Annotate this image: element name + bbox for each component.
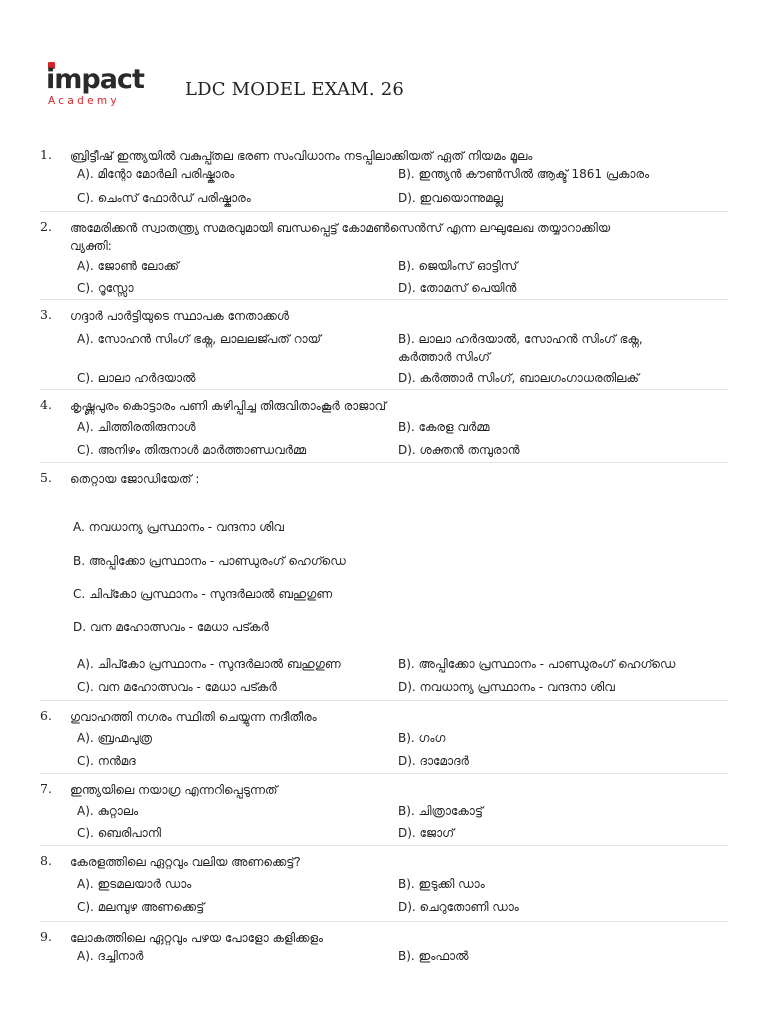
question-text: തെറ്റായ ജോഡിയേത് : xyxy=(70,472,200,486)
option-a[interactable]: A). ജോൺ ലോക്ക് xyxy=(77,259,179,273)
statement-c: C. ചിപ്കോ പ്രസ്ഥാനം - സുന്ദർലാൽ ബഹുഗുണ xyxy=(73,587,333,601)
question-text: ഗുവാഹത്തി നഗരം സ്ഥിതി ചെയ്യുന്ന നദീതീരം xyxy=(70,710,317,724)
option-b[interactable]: B). ലാലാ ഹർദയാൽ, സോഹൻ സിംഗ് ഭക്ന, കർത്താർ സിംഗ് xyxy=(398,332,643,364)
option-d[interactable]: D). കർത്താർ സിംഗ്, ബാലഗംഗാധരതിലക് xyxy=(398,371,639,385)
option-a[interactable]: A). സോഹൻ സിംഗ് ഭക്ന, ലാലലജ്പത് റായ് xyxy=(77,332,321,346)
option-b[interactable]: B). ഇംഫാൽ xyxy=(398,949,469,963)
statement-a: A. നവധാന്യ പ്രസ്ഥാനം - വന്ദനാ ശിവ xyxy=(73,520,284,534)
option-b[interactable]: B). അപ്പിക്കോ പ്രസ്ഥാനം - പാണ്ഡുരംഗ് ഹെഗ്ഡെ xyxy=(398,657,676,671)
option-a[interactable]: A). ചിപ്കോ പ്രസ്ഥാനം - സുന്ദർലാൽ ബഹുഗുണ xyxy=(77,657,341,671)
exam-title: LDC MODEL EXAM. 26 xyxy=(185,79,405,100)
question-6 xyxy=(40,701,728,774)
option-a[interactable]: A). ദച്ചിനാർ xyxy=(77,949,144,963)
question-number: 4. xyxy=(40,397,52,412)
option-c[interactable]: C). ലാലാ ഹർദയാൽ xyxy=(77,371,196,385)
question-number: 5. xyxy=(40,470,52,485)
question-text: ലോകത്തിലെ ഏറ്റവും പഴയ പോളോ കളിക്കളം xyxy=(70,931,324,945)
question-3 xyxy=(40,300,728,390)
option-d[interactable]: D). ചെറുതോണി ഡാം xyxy=(398,900,519,914)
question-5 xyxy=(40,463,728,701)
question-9 xyxy=(40,922,728,982)
question-text: കേരളത്തിലെ ഏറ്റവും വലിയ അണക്കെട്ട്? xyxy=(70,855,301,869)
impact-academy-logo xyxy=(46,62,156,110)
question-number: 3. xyxy=(40,307,52,322)
option-b[interactable]: B). ചിത്രാകോട്ട് xyxy=(398,804,483,818)
option-b[interactable]: B). ഇടുക്കി ഡാം xyxy=(398,877,485,891)
statement-d: D. വന മഹോത്സവം - മേധാ പട്കർ xyxy=(73,620,269,634)
question-7 xyxy=(40,774,728,846)
question-text: കൃഷ്ണപുരം കൊട്ടാരം പണി കഴിപ്പിച്ച തിരുവിതാംകൂർ രാജാവ് xyxy=(70,399,387,413)
option-c[interactable]: C). നൻമദ xyxy=(77,754,136,768)
option-a[interactable]: A). മിന്റോ മോർലി പരിഷ്കാരം xyxy=(77,167,235,181)
option-b[interactable]: B). ഇന്ത്യൻ കൗൺസിൽ ആക്ട് 1861 പ്രകാരം xyxy=(398,167,650,181)
option-a[interactable]: A). ഇടമലയാർ ഡാം xyxy=(77,877,192,891)
question-text: ബ്രിട്ടീഷ് ഇന്ത്യയിൽ വകുപ്പ്തല ഭരണ സംവിധാനം നടപ്പിലാക്കിയത് ഏത് നിയമം മൂലം xyxy=(70,149,533,163)
question-8 xyxy=(40,846,728,922)
option-d[interactable]: D). ദാമോദർ xyxy=(398,754,469,768)
logo-wordmark: impact xyxy=(46,64,144,95)
option-c[interactable]: C). വന മഹോത്സവം - മേധാ പട്കർ xyxy=(77,680,277,694)
question-number: 7. xyxy=(40,781,52,796)
question-number: 8. xyxy=(40,853,52,868)
option-c[interactable]: C). ബെരിപാനി xyxy=(77,826,162,840)
option-b[interactable]: B). കേരള വർമ്മ xyxy=(398,420,490,434)
option-d[interactable]: D). ശക്തൻ തമ്പുരാൻ xyxy=(398,443,520,457)
question-number: 1. xyxy=(40,147,52,162)
option-c[interactable]: C). മലമ്പുഴ അണക്കെട്ട് xyxy=(77,900,205,914)
question-text: ഗദ്ദാർ പാർട്ടിയുടെ സ്ഥാപക നേതാക്കൾ xyxy=(70,309,289,323)
question-number: 6. xyxy=(40,708,52,723)
question-2 xyxy=(40,212,728,300)
question-number: 2. xyxy=(40,219,52,234)
option-d[interactable]: D). ജോഗ് xyxy=(398,826,455,840)
option-d[interactable]: D). നവധാന്യ പ്രസ്ഥാനം - വന്ദനാ ശിവ xyxy=(398,680,615,694)
question-4 xyxy=(40,390,728,463)
question-1 xyxy=(40,140,728,212)
question-text: ഇന്ത്യയിലെ നയാഗ്ര എന്നറിപ്പെടുന്നത് xyxy=(70,783,278,797)
option-a[interactable]: A). ചിത്തിരതിരുനാൾ xyxy=(77,420,196,434)
logo-subtitle: Academy xyxy=(48,95,120,107)
option-c[interactable]: C). അനിഴം തിരുനാൾ മാർത്താണ്ഡവർമ്മ xyxy=(77,443,307,457)
option-d[interactable]: D). തോമസ് പെയിൻ xyxy=(398,281,517,295)
option-b[interactable]: B). ഗംഗ xyxy=(398,731,446,745)
option-a[interactable]: A). ബ്രഹ്മപുത്ര xyxy=(77,731,152,745)
option-c[interactable]: C). റൂസ്സോ xyxy=(77,281,134,295)
option-c[interactable]: C). ചെംസ് ഫോർഡ് പരിഷ്കാരം xyxy=(77,191,251,205)
question-number: 9. xyxy=(40,929,52,944)
statement-b: B. അപ്പിക്കോ പ്രസ്ഥാനം - പാണ്ഡുരംഗ് ഹെഗ്ഡെ xyxy=(73,554,346,568)
option-d[interactable]: D). ഇവയൊന്നുമല്ല xyxy=(398,191,503,205)
option-a[interactable]: A). കുറ്റാലം xyxy=(77,804,139,818)
page-header xyxy=(46,62,746,112)
question-text: അമേരിക്കൻ സ്വാതന്ത്ര്യ സമരവുമായി ബന്ധപ്പെട്ട് കോമൺസെൻസ് എന്ന ലഘുലേഖ തയ്യാറാക്കിയ വ്യക്തി: xyxy=(70,221,611,253)
option-b[interactable]: B). ജെയിംസ് ഓട്ടിസ് xyxy=(398,259,518,273)
